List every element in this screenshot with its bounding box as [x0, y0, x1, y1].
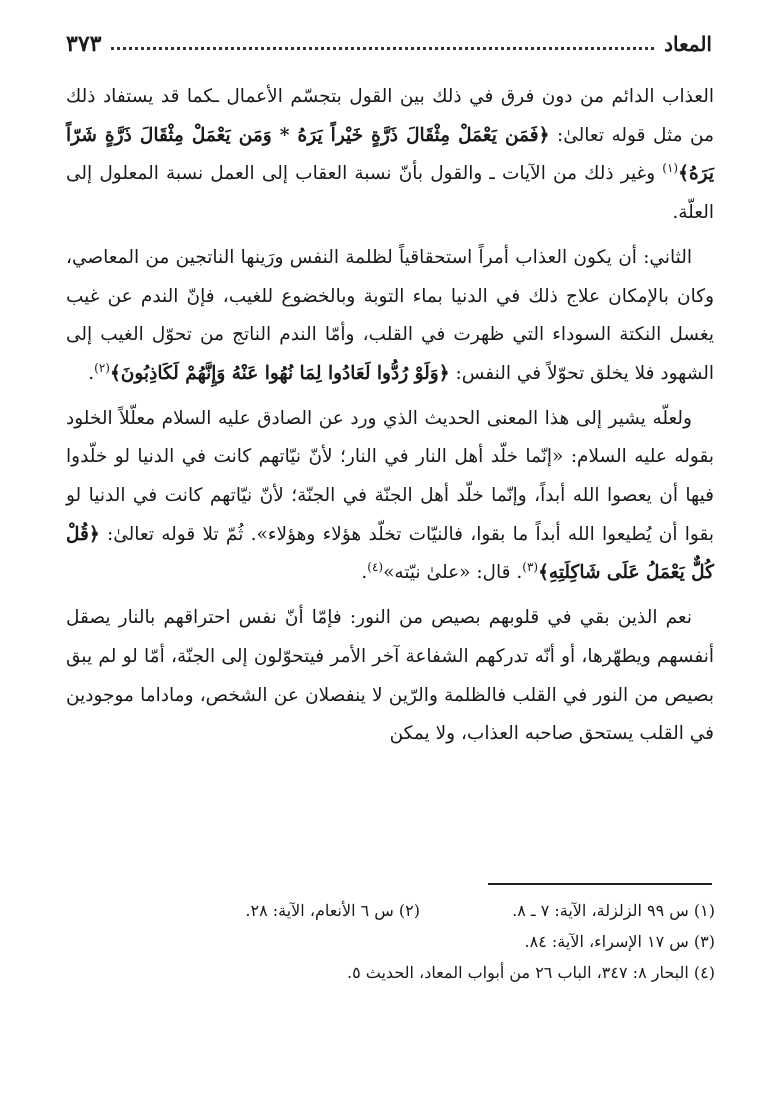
footnote-separator	[488, 883, 712, 885]
footnote-ref-4: (٤)	[367, 560, 384, 575]
footnote-ref-3: (٣)	[522, 560, 539, 575]
quran-verse-2: ﴿وَلَوْ رُدُّوا لَعَادُوا لِمَا نُهُوا عَنْهُ وَإِنَّهُمْ لَكَاذِبُونَ﴾	[109, 362, 450, 384]
paragraph-1-text-b: وغير ذلك من الآيات ـ والقول بأنّ نسبة العقاب إلى العمل نسبة المعلول إلى العلّة.	[66, 163, 714, 224]
footnote-2: (٢) س ٦ الأنعام، الآية: ٢٨.	[245, 901, 420, 920]
paragraph-1	[66, 78, 714, 233]
paragraph-2-text-b: .	[88, 362, 95, 384]
page-number: ٣٧٣	[66, 31, 102, 57]
paragraph-2	[66, 239, 714, 394]
body-text	[66, 78, 714, 754]
paragraph-2-text-a: الثاني: أن يكون العذاب أمراً استحقاقياً لظلمة النفس ورَينها الناتجين من المعاصي، وكان بالإمكان علاج ذلك في الدنيا بماء التوبة وبالخضوع للغيب، فإنّ الندم عن غيب يغسل النكتة السوداء التي ظهرت في القلب، وأمّا الندم الناتج من تحوّل الغيب إلى الشهود فلا يخلق تحوّلاً في النفس:	[66, 246, 714, 384]
header-dotted-leader	[111, 47, 654, 50]
running-title: المعاد	[664, 32, 712, 56]
footnote-1: (١) س ٩٩ الزلزلة، الآية: ٧ ـ ٨.	[512, 901, 715, 920]
footnotes	[180, 895, 715, 988]
paragraph-3-text-a: ولعلّه يشير إلى هذا المعنى الحديث الذي ورد عن الصادق عليه السلام معلّلاً الخلود بقوله عليه السلام: «إنّما خلّد أهل النار في النار؛ لأنّ نيّاتهم كانت في الدنيا لو خلّدوا فيها أن يعصوا الله أبداً، وإنّما خلّد أهل الجنّة في الجنّة؛ لأنّ نيّاتهم كانت في الدنيا لو بقوا أن يُطيعوا الله أبداً ما بقوا، فالنيّات تخلّد هؤلاء وهؤلاء». ثُمّ تلا قوله تعالىٰ:	[66, 407, 714, 545]
page-header	[66, 26, 712, 62]
footnote-4: (٤) البحار ٨: ٣٤٧، الباب ٢٦ من أبواب المعاد، الحديث ٥.	[346, 963, 715, 982]
paragraph-3-text-c: .	[361, 562, 368, 584]
paragraph-3	[66, 400, 714, 594]
footnote-ref-1: (١)	[662, 161, 679, 176]
paragraph-1-text-a: العذاب الدائم من دون فرق في ذلك بين القول بتجسّم الأعمال ـكما قد يستفاد ذلك من مثل قوله تعالىٰ:	[66, 86, 714, 146]
footnote-row-1	[180, 895, 715, 926]
footnote-3: (٣) س ١٧ الإسراء، الآية: ٨٤.	[524, 932, 715, 951]
footnote-ref-2: (٢)	[94, 360, 110, 375]
paragraph-3-text-b: . قال: «علىٰ نيّته»	[383, 562, 523, 584]
paragraph-4: نعم الذين بقي في قلوبهم بصيص من النور: فإمّا أنّ نفس احتراقهم بالنار يصقل أنفسهم ويطهّرها، أو أنّه تدركهم الشفاعة آخر الأمر فيتحوّلون إلى الجنّة، أمّا لو لم يبق بصيص من النور في القلب فالظلمة والرّين لا ينفصلان عن الشخص، وماداما موجودين في القلب يستحق صاحبه العذاب، ولا يمكن	[66, 607, 714, 745]
quran-verse-3: ﴿قُلْ كُلٌّ يَعْمَلُ عَلَى شَاكِلَتِهِ﴾	[66, 523, 714, 584]
quran-verse-1: ﴿فَمَن يَعْمَلْ مِثْقَالَ ذَرَّةٍ خَيْراً يَرَهُ * وَمَن يَعْمَلْ مِثْقَالَ ذَرَّةٍ شَرّاً يَرَهُ﴾	[66, 124, 714, 185]
